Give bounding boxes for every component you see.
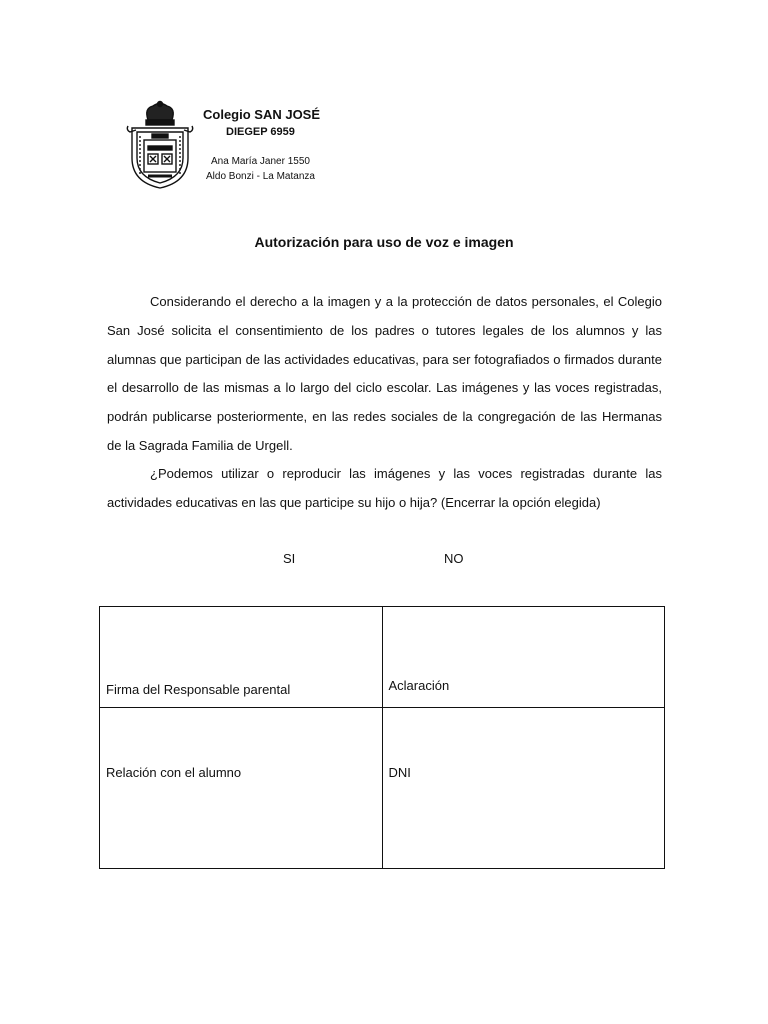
consent-paragraph: Considerando el derecho a la imagen y a la protección de datos personales, el Colegio San José solicita el consentimiento de los padres o tutores legales de los alumnos y las alumnas que participan de las actividades educativas, para ser fotografiados o firmados durante el desarrollo de las mismas a lo largo del ciclo escolar. Las imágenes y las voces registradas, podrán publicarse posteriormente, en las redes sociales de la congregación de las Hermanas de la Sagrada Familia de Urgell.	[107, 294, 662, 453]
school-crest-logo	[126, 100, 194, 190]
relation-cell[interactable]: Relación con el alumno	[100, 708, 383, 869]
question-paragraph: ¿Podemos utilizar o reproducir las imágenes y las voces registradas durante las actividades educativas en las que participe su hijo o hija? (Encerrar la opción elegida)	[107, 466, 662, 510]
option-yes[interactable]: SI	[283, 551, 296, 566]
school-code: DIEGEP 6959	[226, 126, 295, 138]
address-line-1: Ana María Janer 1550	[211, 156, 310, 167]
address-line-2: Aldo Bonzi - La Matanza	[206, 171, 315, 182]
document-title: Autorización para uso de voz e imagen	[254, 234, 514, 250]
school-name: Colegio SAN JOSÉ	[203, 107, 321, 122]
dni-cell[interactable]: DNI	[382, 708, 665, 869]
signature-table	[99, 606, 665, 869]
guardian-signature-cell[interactable]: Firma del Responsable parental	[100, 607, 383, 708]
option-no[interactable]: NO	[444, 551, 464, 566]
clarification-cell[interactable]: Aclaración	[382, 607, 665, 708]
